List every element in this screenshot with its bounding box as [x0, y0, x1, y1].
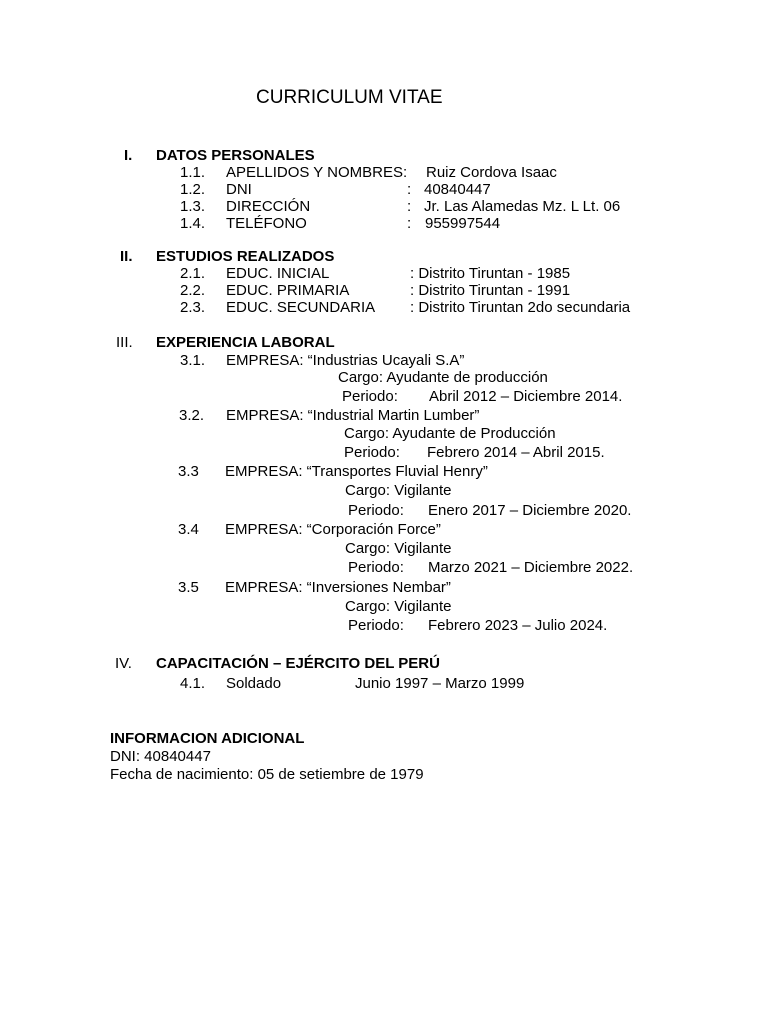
section-3-heading: EXPERIENCIA LABORAL [156, 334, 335, 351]
item-2-3-number: 2.3. [180, 299, 206, 316]
item-1-3-value: Jr. Las Alamedas Mz. L Lt. 06 [424, 198, 621, 215]
job-2-cargo: Cargo: Ayudante de Producción [344, 425, 556, 442]
item-1-1-label: APELLIDOS Y NOMBRES: [226, 164, 408, 181]
item-2-1-number: 2.1. [180, 265, 206, 282]
item-4-1-label: Soldado [226, 675, 282, 692]
section-2-numeral: II. [120, 248, 133, 265]
job-1-periodo: Abril 2012 – Diciembre 2014. [429, 388, 623, 405]
item-1-4-label: TELÉFONO [226, 215, 307, 232]
item-2-1-label: EDUC. INICIAL [226, 265, 330, 282]
job-2-company: EMPRESA: “Industrial Martin Lumber” [226, 407, 480, 424]
page-title: CURRICULUM VITAE [256, 87, 443, 108]
item-1-1-number: 1.1. [180, 164, 206, 181]
item-4-1-value: Junio 1997 – Marzo 1999 [355, 675, 525, 692]
additional-info-birthdate: Fecha de nacimiento: 05 de setiembre de 1979 [110, 766, 424, 783]
item-1-4-separator: : [407, 215, 412, 232]
job-1-periodo-label: Periodo: [342, 388, 398, 405]
additional-info-dni: DNI: 40840447 [110, 748, 211, 765]
job-5-periodo-label: Periodo: [348, 617, 404, 634]
item-1-3-label: DIRECCIÓN [226, 198, 311, 215]
job-3-periodo: Enero 2017 – Diciembre 2020. [428, 502, 632, 519]
item-1-2-value: 40840447 [424, 181, 491, 198]
item-2-2-value: : Distrito Tiruntan - 1991 [410, 282, 571, 299]
item-4-1-number: 4.1. [180, 675, 206, 692]
job-2-periodo-label: Periodo: [344, 444, 400, 461]
item-2-1-value: : Distrito Tiruntan - 1985 [410, 265, 571, 282]
item-1-4-value: 955997544 [425, 215, 501, 232]
section-3-numeral: III. [116, 334, 133, 351]
item-2-2-label: EDUC. PRIMARIA [226, 282, 350, 299]
job-3-number: 3.3 [178, 463, 199, 480]
additional-info-heading: INFORMACION ADICIONAL [110, 730, 305, 747]
job-5-cargo: Cargo: Vigilante [345, 598, 452, 615]
section-4-numeral: IV. [115, 655, 132, 672]
item-1-3-separator: : [407, 198, 412, 215]
item-1-2-number: 1.2. [180, 181, 206, 198]
job-4-periodo: Marzo 2021 – Diciembre 2022. [428, 559, 634, 576]
job-3-cargo: Cargo: Vigilante [345, 482, 452, 499]
job-2-number: 3.2. [179, 407, 205, 424]
job-2-periodo: Febrero 2014 – Abril 2015. [427, 444, 605, 461]
job-3-periodo-label: Periodo: [348, 502, 404, 519]
job-4-number: 3.4 [178, 521, 199, 538]
section-1-numeral: I. [124, 147, 133, 164]
job-5-number: 3.5 [178, 579, 199, 596]
item-2-3-label: EDUC. SECUNDARIA [226, 299, 376, 316]
item-1-2-label: DNI [226, 181, 252, 198]
item-2-2-number: 2.2. [180, 282, 206, 299]
job-1-number: 3.1. [180, 352, 206, 369]
item-1-4-number: 1.4. [180, 215, 206, 232]
section-2-heading: ESTUDIOS REALIZADOS [156, 248, 335, 265]
section-1-heading: DATOS PERSONALES [156, 147, 315, 164]
section-4-heading: CAPACITACIÓN – EJÉRCITO DEL PERÚ [156, 655, 440, 672]
job-4-company: EMPRESA: “Corporación Force” [225, 521, 441, 538]
job-4-cargo: Cargo: Vigilante [345, 540, 452, 557]
job-1-cargo: Cargo: Ayudante de producción [338, 369, 548, 386]
job-5-company: EMPRESA: “Inversiones Nembar” [225, 579, 451, 596]
item-1-1-value: Ruiz Cordova Isaac [426, 164, 557, 181]
job-4-periodo-label: Periodo: [348, 559, 404, 576]
job-3-company: EMPRESA: “Transportes Fluvial Henry” [225, 463, 488, 480]
job-5-periodo: Febrero 2023 – Julio 2024. [428, 617, 608, 634]
item-1-2-separator: : [407, 181, 412, 198]
item-2-3-value: : Distrito Tiruntan 2do secundaria [410, 299, 631, 316]
job-1-company: EMPRESA: “Industrias Ucayali S.A” [226, 352, 465, 369]
item-1-3-number: 1.3. [180, 198, 206, 215]
